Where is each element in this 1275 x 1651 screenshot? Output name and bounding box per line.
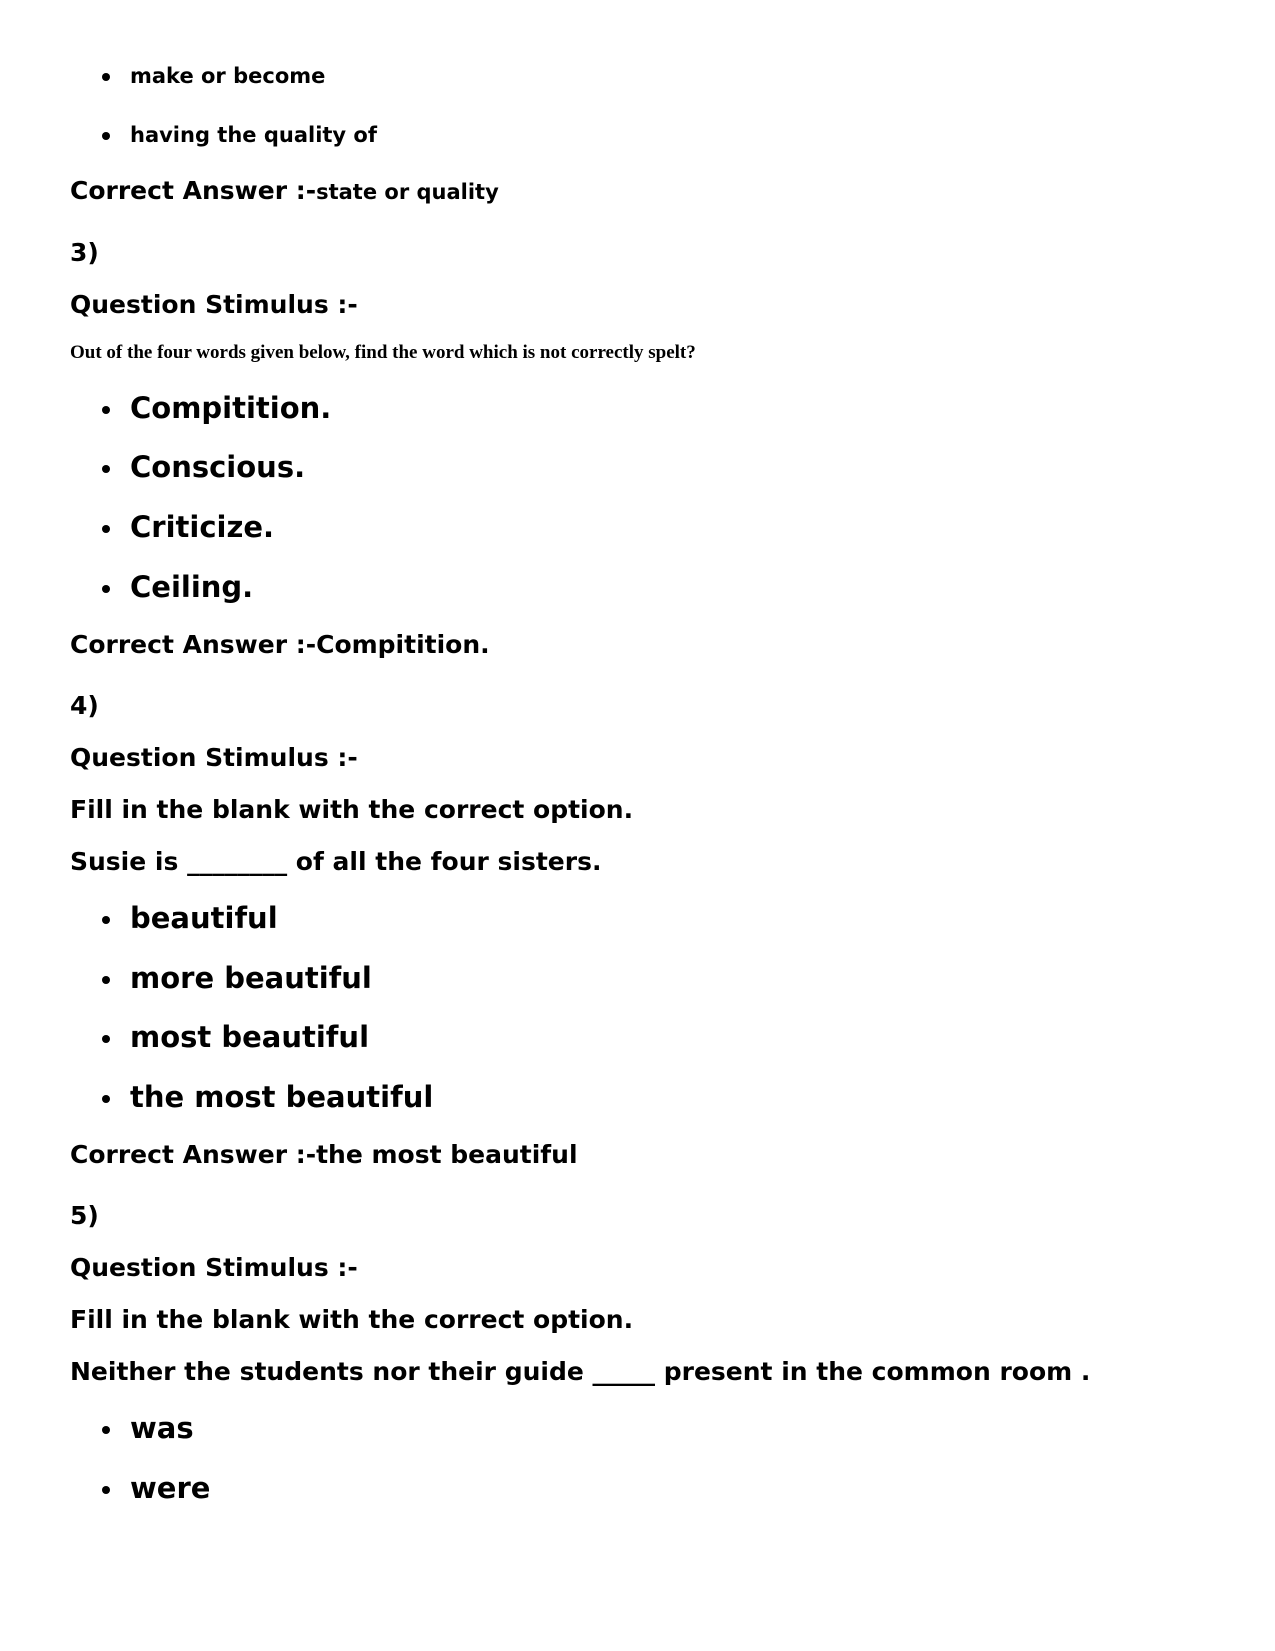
q5-instruction: Fill in the blank with the correct option.: [70, 1305, 634, 1334]
q3-option-2: Conscious.: [130, 450, 306, 484]
bullet-icon: [102, 406, 110, 414]
q3-number: 3): [70, 238, 99, 267]
answer-value: the most beautiful: [316, 1140, 578, 1169]
q4-stimulus-label: Question Stimulus :-: [70, 743, 358, 772]
q3-stimulus-label: Question Stimulus :-: [70, 290, 358, 319]
answer-label: Correct Answer :-: [70, 176, 317, 205]
q4-option-4: the most beautiful: [130, 1080, 434, 1114]
q4-instruction: Fill in the blank with the correct option.: [70, 795, 634, 824]
bullet-icon: [102, 73, 110, 81]
q5-number: 5): [70, 1201, 99, 1230]
bullet-icon: [102, 585, 110, 593]
bullet-icon: [102, 916, 110, 924]
q4-correct-answer: [70, 1140, 578, 1169]
bullet-icon: [102, 132, 110, 140]
q3-option-3: Criticize.: [130, 510, 275, 544]
q2-option-2: having the quality of: [130, 123, 377, 147]
bullet-icon: [102, 1095, 110, 1103]
q3-question-text: Out of the four words given below, find the word which is not correctly spelt?: [70, 342, 696, 363]
answer-value: Compitition.: [316, 630, 490, 659]
q2-option-1: make or become: [130, 64, 326, 88]
answer-label: Correct Answer :-: [70, 1140, 317, 1169]
q4-option-1: beautiful: [130, 901, 278, 935]
q4-sentence: Susie is ________ of all the four sisters.: [70, 847, 602, 876]
bullet-icon: [102, 525, 110, 533]
q2-correct-answer: [70, 176, 499, 205]
q3-option-4: Ceiling.: [130, 570, 254, 604]
q3-correct-answer: [70, 630, 490, 659]
q3-option-1: Compitition.: [130, 391, 332, 425]
q5-stimulus-label: Question Stimulus :-: [70, 1253, 358, 1282]
bullet-icon: [102, 1486, 110, 1494]
q4-number: 4): [70, 691, 99, 720]
bullet-icon: [102, 1035, 110, 1043]
bullet-icon: [102, 1426, 110, 1434]
answer-label: Correct Answer :-: [70, 630, 317, 659]
q4-option-3: most beautiful: [130, 1020, 370, 1054]
q4-option-2: more beautiful: [130, 961, 372, 995]
q5-sentence: Neither the students nor their guide _____ present in the common room .: [70, 1357, 1091, 1386]
bullet-icon: [102, 465, 110, 473]
q5-option-1: was: [130, 1411, 194, 1445]
bullet-icon: [102, 976, 110, 984]
q5-option-2: were: [130, 1471, 211, 1505]
answer-value: state or quality: [316, 180, 499, 204]
